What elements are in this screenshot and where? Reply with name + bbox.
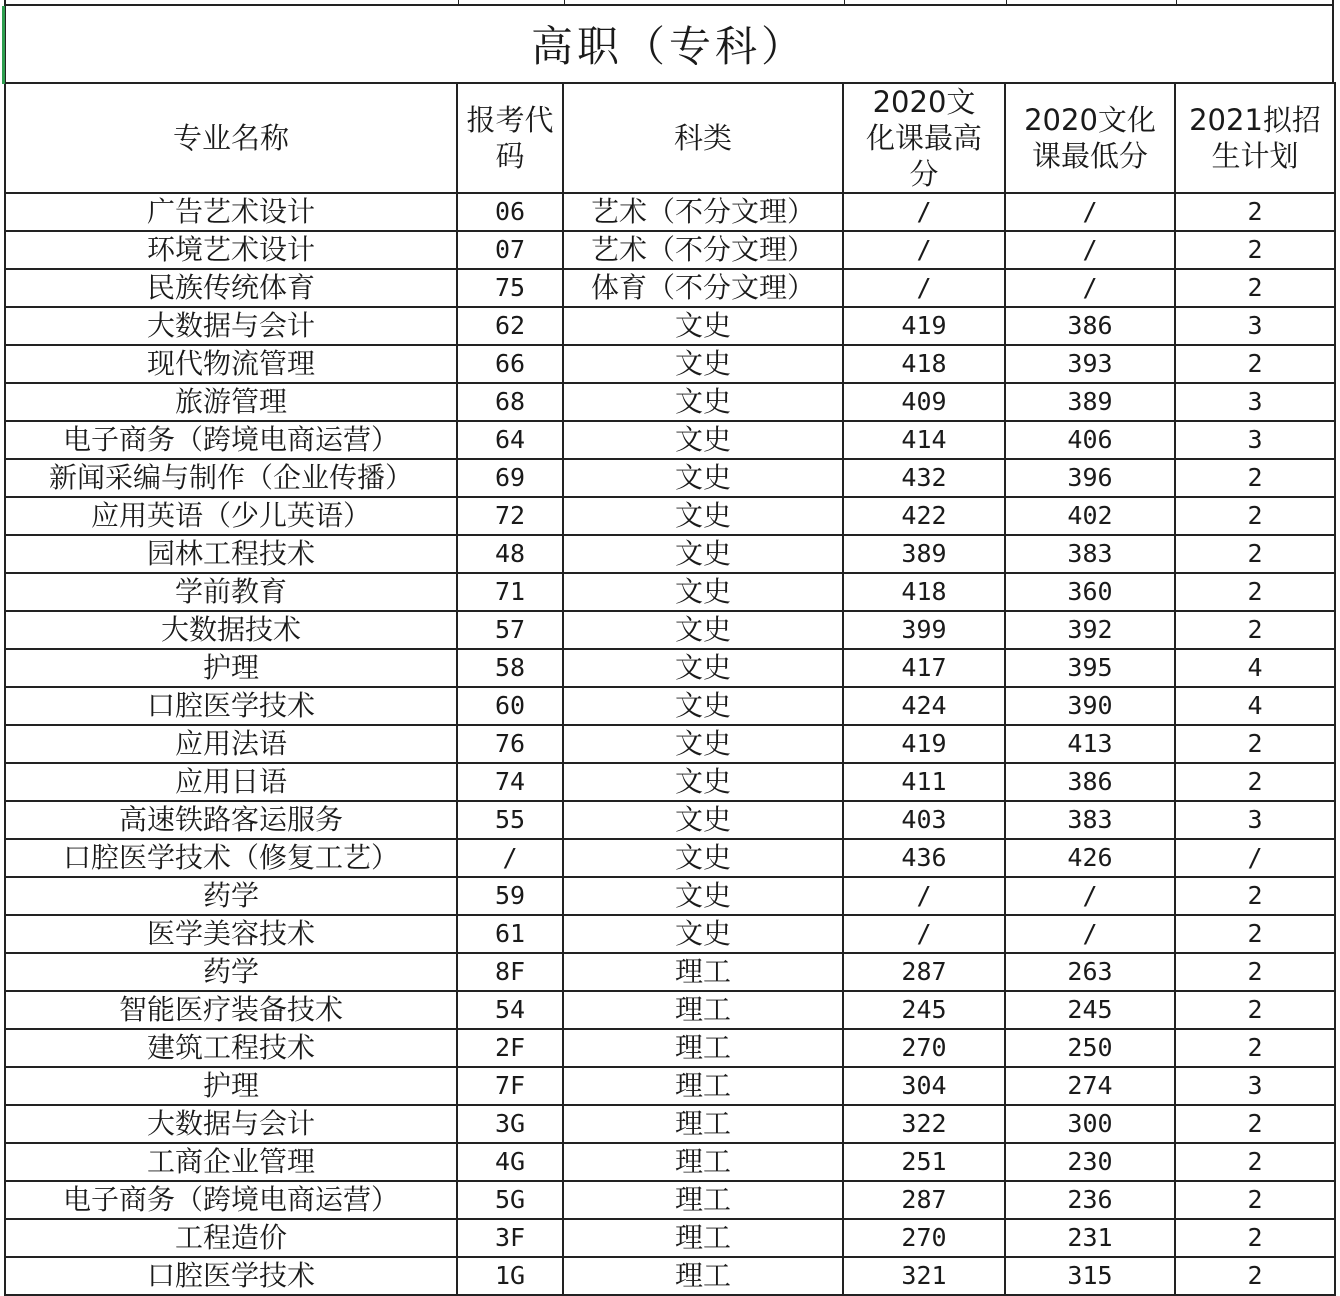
table-row <box>5 193 1335 231</box>
cell-min-score: 315 <box>1005 1257 1175 1295</box>
cell-plan: 3 <box>1175 307 1335 345</box>
cell-max-score: 304 <box>843 1067 1005 1105</box>
cell-exam-code: 71 <box>457 573 563 611</box>
table-row <box>5 611 1335 649</box>
table-title: 高职（专科） <box>530 22 807 71</box>
cell-max-score: 411 <box>843 763 1005 801</box>
cell-category: 理工 <box>563 953 843 991</box>
admission-table-sheet <box>4 0 1334 1296</box>
cell-major-name: 口腔医学技术 <box>5 687 457 725</box>
cell-major-name: 护理 <box>5 649 457 687</box>
cell-max-score: 403 <box>843 801 1005 839</box>
cell-plan: 2 <box>1175 1029 1335 1067</box>
cell-major-name: 工程造价 <box>5 1219 457 1257</box>
cell-max-score: 417 <box>843 649 1005 687</box>
cell-major-name: 应用英语（少儿英语） <box>5 497 457 535</box>
cell-plan: 2 <box>1175 877 1335 915</box>
cell-plan: 2 <box>1175 345 1335 383</box>
cell-major-name: 药学 <box>5 877 457 915</box>
cell-exam-code: 3G <box>457 1105 563 1143</box>
table-row <box>5 497 1335 535</box>
cell-category: 文史 <box>563 801 843 839</box>
cell-plan: 2 <box>1175 1219 1335 1257</box>
cell-plan: 3 <box>1175 801 1335 839</box>
cell-category: 理工 <box>563 1143 843 1181</box>
cell-exam-code: 66 <box>457 345 563 383</box>
cell-major-name: 应用法语 <box>5 725 457 763</box>
cell-min-score: 389 <box>1005 383 1175 421</box>
table-row <box>5 725 1335 763</box>
cell-plan: 3 <box>1175 421 1335 459</box>
cell-major-name: 民族传统体育 <box>5 269 457 307</box>
cell-major-name: 园林工程技术 <box>5 535 457 573</box>
cell-exam-code: 61 <box>457 915 563 953</box>
cell-min-score: 390 <box>1005 687 1175 725</box>
cell-max-score: 418 <box>843 345 1005 383</box>
cell-min-score: / <box>1005 877 1175 915</box>
table-row <box>5 687 1335 725</box>
cell-plan: 3 <box>1175 1067 1335 1105</box>
cell-exam-code: 76 <box>457 725 563 763</box>
cell-plan: 2 <box>1175 231 1335 269</box>
cell-category: 体育（不分文理） <box>563 269 843 307</box>
cell-max-score: 432 <box>843 459 1005 497</box>
cell-max-score: 270 <box>843 1219 1005 1257</box>
cell-min-score: / <box>1005 193 1175 231</box>
cell-max-score: 414 <box>843 421 1005 459</box>
cell-category: 文史 <box>563 345 843 383</box>
cell-min-score: 231 <box>1005 1219 1175 1257</box>
cell-category: 文史 <box>563 307 843 345</box>
cell-min-score: 406 <box>1005 421 1175 459</box>
cell-category: 文史 <box>563 421 843 459</box>
table-row <box>5 1257 1335 1295</box>
cell-exam-code: 69 <box>457 459 563 497</box>
cell-category: 文史 <box>563 839 843 877</box>
cell-plan: 2 <box>1175 1181 1335 1219</box>
table-row <box>5 763 1335 801</box>
cell-max-score: 422 <box>843 497 1005 535</box>
cell-exam-code: 75 <box>457 269 563 307</box>
cell-category: 理工 <box>563 1105 843 1143</box>
cell-min-score: / <box>1005 269 1175 307</box>
table-row <box>5 1029 1335 1067</box>
cell-category: 艺术（不分文理） <box>563 231 843 269</box>
cell-max-score: 251 <box>843 1143 1005 1181</box>
cell-exam-code: 8F <box>457 953 563 991</box>
cell-major-name: 大数据与会计 <box>5 307 457 345</box>
cell-plan: 2 <box>1175 1143 1335 1181</box>
cell-plan: 2 <box>1175 725 1335 763</box>
cell-max-score: / <box>843 193 1005 231</box>
cell-exam-code: 72 <box>457 497 563 535</box>
header-exam-code: 报考代码 <box>457 83 563 193</box>
cell-selection-accent <box>2 6 5 84</box>
cell-major-name: 新闻采编与制作（企业传播） <box>5 459 457 497</box>
cell-exam-code: 64 <box>457 421 563 459</box>
cell-max-score: / <box>843 877 1005 915</box>
cell-category: 文史 <box>563 649 843 687</box>
cell-exam-code: / <box>457 839 563 877</box>
cell-exam-code: 55 <box>457 801 563 839</box>
cell-category: 文史 <box>563 687 843 725</box>
cell-min-score: 263 <box>1005 953 1175 991</box>
table-row <box>5 1219 1335 1257</box>
cell-plan: 2 <box>1175 991 1335 1029</box>
cell-major-name: 建筑工程技术 <box>5 1029 457 1067</box>
table-row <box>5 1181 1335 1219</box>
cell-plan: 2 <box>1175 497 1335 535</box>
cell-plan: 2 <box>1175 763 1335 801</box>
cell-category: 理工 <box>563 991 843 1029</box>
cell-min-score: 413 <box>1005 725 1175 763</box>
cell-category: 文史 <box>563 725 843 763</box>
cell-major-name: 口腔医学技术（修复工艺） <box>5 839 457 877</box>
cell-category: 文史 <box>563 459 843 497</box>
table-row <box>5 231 1335 269</box>
header-2021-plan: 2021拟招生计划 <box>1175 83 1335 193</box>
cell-major-name: 护理 <box>5 1067 457 1105</box>
cell-plan: / <box>1175 839 1335 877</box>
cell-min-score: 250 <box>1005 1029 1175 1067</box>
cell-category: 文史 <box>563 877 843 915</box>
cell-plan: 2 <box>1175 573 1335 611</box>
cell-plan: 4 <box>1175 649 1335 687</box>
cell-plan: 2 <box>1175 953 1335 991</box>
cell-major-name: 高速铁路客运服务 <box>5 801 457 839</box>
cell-exam-code: 57 <box>457 611 563 649</box>
cell-exam-code: 60 <box>457 687 563 725</box>
cell-min-score: / <box>1005 915 1175 953</box>
table-row <box>5 1067 1335 1105</box>
cell-min-score: 383 <box>1005 535 1175 573</box>
cell-category: 理工 <box>563 1219 843 1257</box>
cell-major-name: 药学 <box>5 953 457 991</box>
cell-exam-code: 68 <box>457 383 563 421</box>
cell-plan: 2 <box>1175 269 1335 307</box>
table-row <box>5 991 1335 1029</box>
cell-max-score: 245 <box>843 991 1005 1029</box>
cell-category: 文史 <box>563 497 843 535</box>
header-2020-max-score: 2020文化课最高分 <box>843 83 1005 193</box>
cell-max-score: 270 <box>843 1029 1005 1067</box>
cell-exam-code: 07 <box>457 231 563 269</box>
cell-exam-code: 54 <box>457 991 563 1029</box>
cell-category: 理工 <box>563 1181 843 1219</box>
cell-major-name: 大数据与会计 <box>5 1105 457 1143</box>
table-row <box>5 1143 1335 1181</box>
cell-major-name: 学前教育 <box>5 573 457 611</box>
cell-min-score: 393 <box>1005 345 1175 383</box>
cell-min-score: 402 <box>1005 497 1175 535</box>
cell-min-score: 426 <box>1005 839 1175 877</box>
table-title-bar <box>4 4 1334 82</box>
table-row <box>5 383 1335 421</box>
cell-min-score: 386 <box>1005 307 1175 345</box>
cell-major-name: 工商企业管理 <box>5 1143 457 1181</box>
cell-exam-code: 7F <box>457 1067 563 1105</box>
table-row <box>5 345 1335 383</box>
cell-plan: 3 <box>1175 383 1335 421</box>
cell-plan: 2 <box>1175 193 1335 231</box>
cell-max-score: 419 <box>843 725 1005 763</box>
cell-exam-code: 74 <box>457 763 563 801</box>
cell-max-score: / <box>843 269 1005 307</box>
table-row <box>5 953 1335 991</box>
cell-category: 文史 <box>563 573 843 611</box>
cell-max-score: 322 <box>843 1105 1005 1143</box>
table-row <box>5 459 1335 497</box>
cell-max-score: 419 <box>843 307 1005 345</box>
cell-category: 理工 <box>563 1067 843 1105</box>
cell-max-score: 287 <box>843 953 1005 991</box>
admission-table <box>4 82 1336 1296</box>
cell-category: 艺术（不分文理） <box>563 193 843 231</box>
header-major-name: 专业名称 <box>5 83 457 193</box>
cell-min-score: 383 <box>1005 801 1175 839</box>
cell-category: 理工 <box>563 1257 843 1295</box>
cell-min-score: 236 <box>1005 1181 1175 1219</box>
cell-max-score: / <box>843 915 1005 953</box>
cell-major-name: 电子商务（跨境电商运营） <box>5 1181 457 1219</box>
cell-max-score: 389 <box>843 535 1005 573</box>
cell-major-name: 口腔医学技术 <box>5 1257 457 1295</box>
cell-min-score: 274 <box>1005 1067 1175 1105</box>
cell-max-score: 399 <box>843 611 1005 649</box>
cell-category: 文史 <box>563 383 843 421</box>
table-row <box>5 877 1335 915</box>
header-row <box>5 83 1335 193</box>
cell-max-score: 418 <box>843 573 1005 611</box>
cell-exam-code: 62 <box>457 307 563 345</box>
cell-major-name: 现代物流管理 <box>5 345 457 383</box>
cell-plan: 2 <box>1175 1105 1335 1143</box>
cell-min-score: 392 <box>1005 611 1175 649</box>
table-row <box>5 915 1335 953</box>
table-row <box>5 269 1335 307</box>
cell-max-score: 436 <box>843 839 1005 877</box>
cell-major-name: 旅游管理 <box>5 383 457 421</box>
cell-major-name: 应用日语 <box>5 763 457 801</box>
cell-exam-code: 48 <box>457 535 563 573</box>
cell-max-score: 409 <box>843 383 1005 421</box>
cell-exam-code: 4G <box>457 1143 563 1181</box>
table-row <box>5 421 1335 459</box>
cell-category: 理工 <box>563 1029 843 1067</box>
cell-category: 文史 <box>563 915 843 953</box>
cell-major-name: 智能医疗装备技术 <box>5 991 457 1029</box>
cell-major-name: 大数据技术 <box>5 611 457 649</box>
cell-min-score: 395 <box>1005 649 1175 687</box>
cell-max-score: 424 <box>843 687 1005 725</box>
cell-category: 文史 <box>563 611 843 649</box>
cell-min-score: 230 <box>1005 1143 1175 1181</box>
header-category: 科类 <box>563 83 843 193</box>
cell-min-score: 300 <box>1005 1105 1175 1143</box>
table-row <box>5 1105 1335 1143</box>
cell-plan: 2 <box>1175 535 1335 573</box>
cell-plan: 2 <box>1175 459 1335 497</box>
cell-exam-code: 5G <box>457 1181 563 1219</box>
cell-max-score: 287 <box>843 1181 1005 1219</box>
cell-min-score: 386 <box>1005 763 1175 801</box>
cell-major-name: 医学美容技术 <box>5 915 457 953</box>
cell-exam-code: 59 <box>457 877 563 915</box>
table-body <box>5 193 1335 1295</box>
cell-plan: 2 <box>1175 915 1335 953</box>
cell-min-score: 245 <box>1005 991 1175 1029</box>
cell-major-name: 电子商务（跨境电商运营） <box>5 421 457 459</box>
table-row <box>5 649 1335 687</box>
cell-category: 文史 <box>563 535 843 573</box>
table-row <box>5 535 1335 573</box>
cell-category: 文史 <box>563 763 843 801</box>
cell-exam-code: 58 <box>457 649 563 687</box>
table-row <box>5 573 1335 611</box>
cell-min-score: 360 <box>1005 573 1175 611</box>
cell-plan: 4 <box>1175 687 1335 725</box>
cell-exam-code: 1G <box>457 1257 563 1295</box>
cell-min-score: 396 <box>1005 459 1175 497</box>
table-row <box>5 307 1335 345</box>
cell-max-score: 321 <box>843 1257 1005 1295</box>
header-2020-min-score: 2020文化课最低分 <box>1005 83 1175 193</box>
cell-exam-code: 06 <box>457 193 563 231</box>
cell-plan: 2 <box>1175 1257 1335 1295</box>
table-row <box>5 839 1335 877</box>
cell-min-score: / <box>1005 231 1175 269</box>
cell-plan: 2 <box>1175 611 1335 649</box>
table-row <box>5 801 1335 839</box>
cell-major-name: 广告艺术设计 <box>5 193 457 231</box>
cell-exam-code: 3F <box>457 1219 563 1257</box>
cell-exam-code: 2F <box>457 1029 563 1067</box>
cell-major-name: 环境艺术设计 <box>5 231 457 269</box>
cell-max-score: / <box>843 231 1005 269</box>
